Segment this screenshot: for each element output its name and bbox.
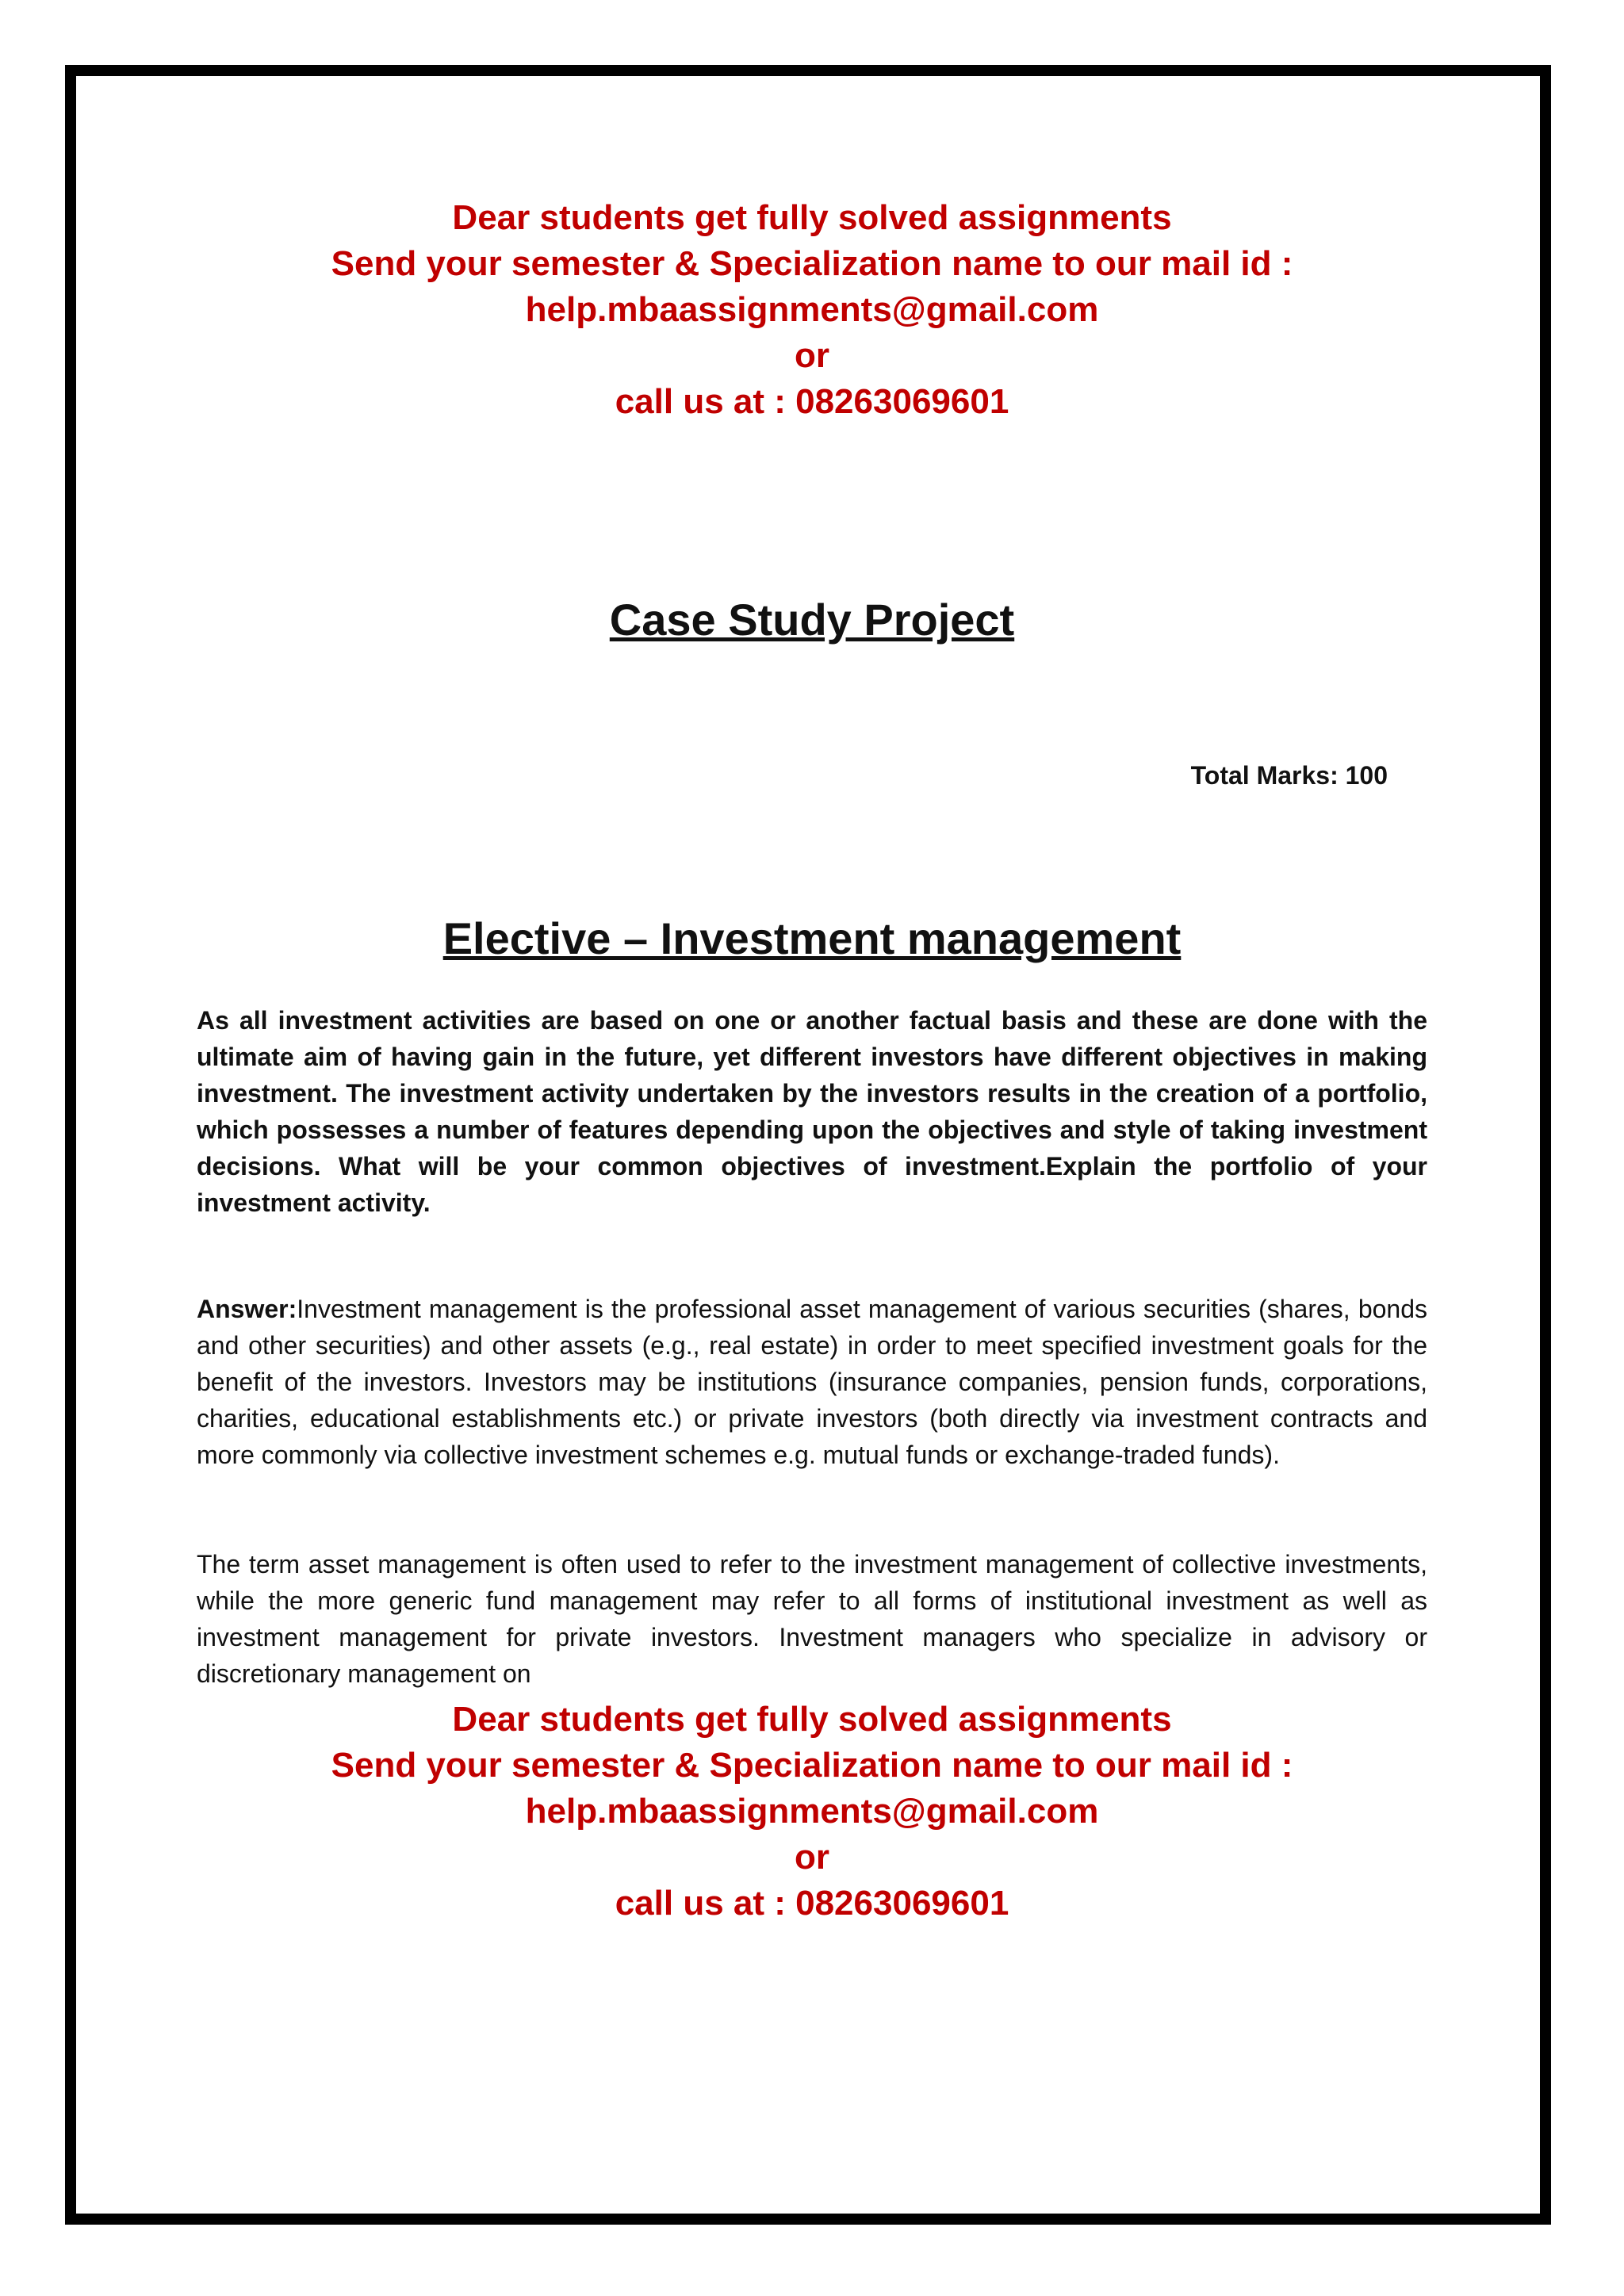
question-paragraph: As all investment activities are based on one or another factual basis and these are done with the ultimate aim of having gain in the future, yet different investors have different objectives in making investment. The investment activity undertaken by the investors results in the creation of a portfolio, which possesses a number of features depending upon the objectives and style of taking investment decisions. What will be your common objectives of investment.Explain the portfolio of your investment activity. bbox=[197, 1006, 1427, 1217]
promo-or: or bbox=[795, 336, 829, 375]
promo-line-instructions: Send your semester & Specialization name to our mail id : bbox=[331, 244, 1293, 283]
promo-phone: call us at : 08263069601 bbox=[615, 382, 1009, 421]
elective-title: Elective – Investment management bbox=[442, 913, 1182, 963]
promo-line-offer: Dear students get fully solved assignments bbox=[452, 198, 1172, 237]
promo-banner-bottom bbox=[0, 1697, 1624, 1927]
page-title: Case Study Project bbox=[609, 595, 1015, 645]
answer-text: Investment management is the professional asset management of various securities (shares, bonds and other securities) and other assets (e.g., real estate) in order to meet specified investment goals for the benefit of the investors. Investors may be institutions (insurance companies, pension funds, corporations, charities, educational establishments etc.) or private investors (both directly via investment contracts and more commonly via collective investment schemes e.g. mutual funds or exchange-traded funds). bbox=[197, 1295, 1427, 1469]
promo-banner-top bbox=[0, 195, 1624, 425]
promo-line-offer: Dear students get fully solved assignments bbox=[452, 1700, 1172, 1739]
promo-or: or bbox=[795, 1838, 829, 1877]
promo-email: help.mbaassignments@gmail.com bbox=[525, 1792, 1099, 1831]
promo-email: help.mbaassignments@gmail.com bbox=[525, 290, 1099, 329]
promo-line-instructions: Send your semester & Specialization name to our mail id : bbox=[331, 1746, 1293, 1785]
answer-label: Answer: bbox=[197, 1295, 297, 1323]
promo-phone: call us at : 08263069601 bbox=[615, 1884, 1009, 1923]
total-marks: Total Marks: 100 bbox=[1190, 761, 1388, 790]
body-paragraph-2: The term asset management is often used to refer to the investment management of collective investments, while the more generic fund management may refer to all forms of institutional investment as well as investment management for private investors. Investment managers who specialize in advisory or discretionary management on bbox=[197, 1550, 1427, 1688]
answer-paragraph bbox=[197, 1291, 1427, 1473]
